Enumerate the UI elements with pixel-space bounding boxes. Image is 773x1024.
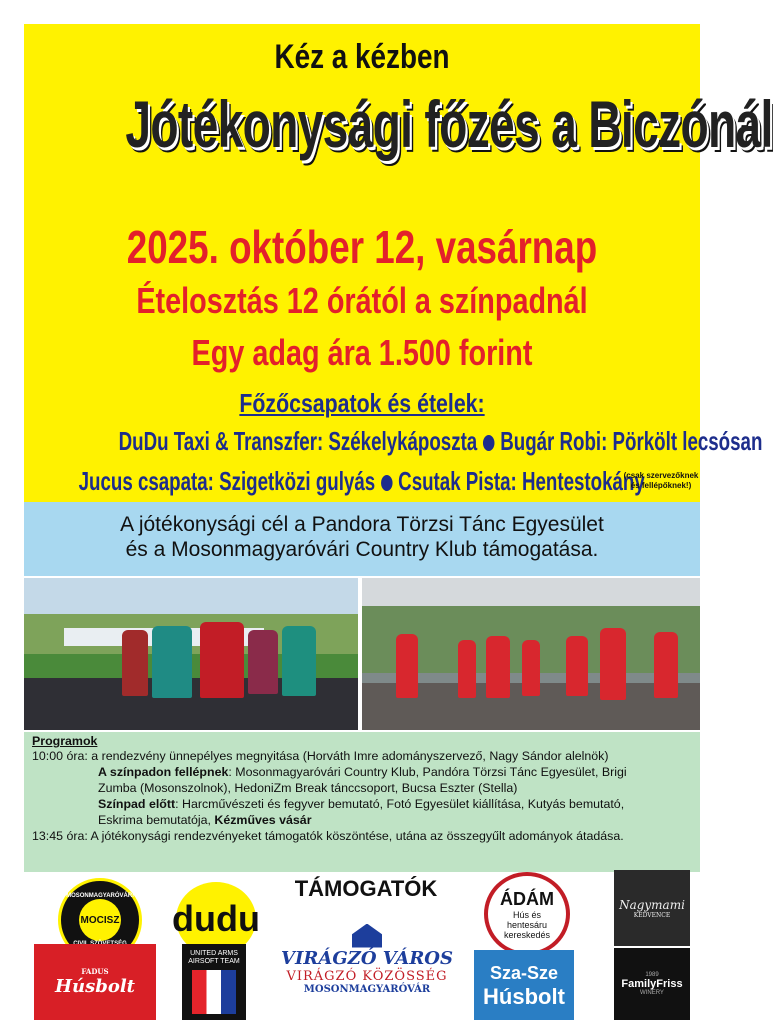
- dancer: [282, 626, 316, 696]
- nagymami-name: Nagymami: [619, 897, 685, 912]
- program-line-1: 10:00 óra: a rendezvény ünnepélyes megnyitása (Horváth Imre adományszervező, Nagy Sándor alelnök): [32, 749, 609, 763]
- mocisz-core: MOCISZ: [79, 899, 121, 941]
- photo-country-dancers: [362, 578, 700, 730]
- event-date: 2025. október 12, vasárnap: [126, 221, 598, 273]
- szasze-line-2: Húsbolt: [483, 984, 565, 1009]
- dancer: [522, 640, 540, 696]
- viragzo-line-3: MOSONMAGYARÓVÁR: [303, 983, 431, 995]
- subtitle: Kéz a kézben: [274, 38, 450, 76]
- performers-label: A színpadon fellépnek: [98, 765, 229, 779]
- dancer: [152, 626, 192, 698]
- team-bugar: Bugár Robi: Pörkölt lecsósan: [500, 426, 763, 456]
- program-line-3: Zumba (Mosonszolnok), HedoniZm Break tánccsoport, Bucsa Eszter (Stella): [98, 781, 518, 795]
- flag-shield-icon: [192, 970, 236, 1014]
- header-section: [24, 24, 773, 502]
- teams-title: Főzőcsapatok és ételek:: [239, 388, 485, 418]
- family-year: 1989: [645, 972, 659, 978]
- eskrima-text: Eskrima bemutatója,: [98, 813, 215, 827]
- dancer: [486, 636, 510, 698]
- adam-sub: Hús és hentesáru kereskedés: [503, 909, 551, 940]
- bullet-icon: [381, 475, 393, 491]
- dancer: [248, 630, 278, 694]
- craft-fair: Kézműves vásár: [214, 813, 312, 827]
- sponsors-title: TÁMOGATÓK: [294, 876, 438, 901]
- front-stage-label: Színpad előtt: [98, 797, 176, 811]
- goal-section: [24, 502, 700, 576]
- program-heading: Programok: [32, 734, 98, 748]
- note-line-2: és fellépőknek!): [630, 481, 692, 490]
- teams-row-2: [78, 466, 645, 497]
- szasze-line-1: Sza-Sze: [489, 963, 559, 983]
- dancer: [396, 634, 418, 698]
- goal-line-1: A jótékonysági cél a Pandora Törzsi Tánc Egyesület: [120, 513, 604, 536]
- dudu-logo: dudu: [176, 882, 256, 956]
- dancer: [458, 640, 476, 698]
- house-icon: [352, 924, 382, 948]
- adam-logo: [484, 872, 570, 956]
- note-line-1: (csak szervezőknek: [623, 471, 699, 480]
- program-line-2: [98, 765, 627, 780]
- dancer: [566, 636, 588, 696]
- nagymami-sub: KEDVENCE: [633, 911, 671, 919]
- program-line-4: [98, 797, 624, 812]
- team-csutak: Csutak Pista: Hentestokány: [398, 466, 645, 496]
- team-jucus: Jucus csapata: Szigetközi gulyás: [78, 466, 376, 496]
- fadus-name: Húsbolt: [55, 976, 135, 997]
- familyfriss-logo: [614, 948, 690, 1020]
- performers-text: : Mosonmagyaróvári Country Klub, Pandóra Törzsi Tánc Egyesület, Brigi: [228, 765, 627, 779]
- main-title: Jótékonysági főzés a Biczónál: [125, 87, 773, 161]
- front-stage-text: : Harcművészeti és fegyver bemutató, Fotó Egyesület kiállítása, Kutyás bemutató,: [175, 797, 625, 811]
- united-text: UNITED ARMS AIRSOFT TEAM: [188, 950, 240, 965]
- organizer-note: [620, 471, 702, 491]
- dancer: [200, 622, 244, 698]
- teams-row-1: [118, 426, 763, 457]
- family-sub: WINERY: [640, 990, 664, 996]
- goal-line-2: és a Mosonmagyaróvári Country Klub támogatása.: [125, 538, 599, 561]
- price: Egy adag ára 1.500 forint: [191, 332, 533, 373]
- viragzo-varos-logo: [278, 914, 456, 1004]
- food-time: Ételosztás 12 órától a színpadnál: [136, 280, 588, 321]
- team-dudu: DuDu Taxi & Transzfer: Székelykáposzta: [118, 426, 478, 456]
- mocisz-top: MOSONMAGYARÓVÁRI: [66, 893, 134, 899]
- nagymami-logo: [614, 870, 690, 946]
- poster: [24, 24, 773, 1009]
- photo-roof: [362, 578, 700, 606]
- sza-sze-logo: [474, 950, 574, 1020]
- sponsors-section: [24, 872, 700, 1009]
- photo-tribal-dancers: [24, 578, 358, 730]
- program-line-6: 13:45 óra: A jótékonysági rendezvényeket támogatók köszöntése, utána az összegyűlt adományok átadása.: [32, 829, 624, 843]
- dancer: [122, 630, 148, 696]
- program-line-5: [98, 813, 312, 828]
- bullet-icon: [483, 435, 495, 451]
- adam-name: ÁDÁM: [500, 888, 554, 909]
- viragzo-line-1: VIRÁGZÓ VÁROS: [281, 947, 453, 969]
- program-section: [24, 732, 700, 872]
- fadus-small: FADUS: [81, 967, 109, 976]
- family-name: FamilyFriss: [621, 978, 683, 990]
- dancer: [600, 628, 626, 700]
- dancer: [654, 632, 678, 698]
- united-arms-logo: [182, 944, 246, 1020]
- viragzo-line-2: VIRÁGZÓ KÖZÖSSÉG: [286, 968, 448, 984]
- fadus-husbolt-logo: [34, 944, 156, 1020]
